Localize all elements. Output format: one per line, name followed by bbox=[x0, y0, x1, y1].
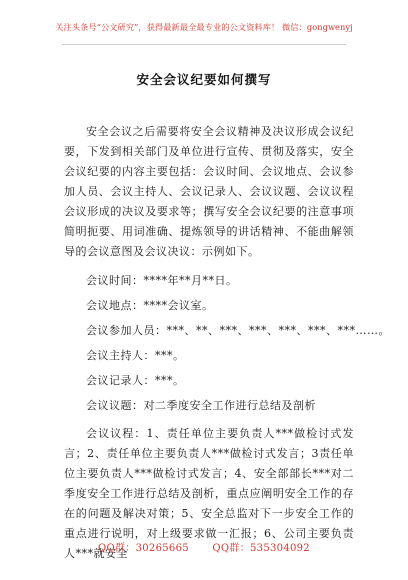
meeting-participants: 会议参加人员：***、**、***、***、***、***、***……。 bbox=[86, 324, 390, 337]
meeting-host: 会议主持人：***。 bbox=[86, 349, 185, 362]
intro-paragraph: 安全会议之后需要将安全会议精神及决议形成会议纪要，下发到相关部门及单位进行宣传、贯彻及落实，安全会议纪要的内容主要包括：会议时间、会议地点、会议参加人员、会议主持人、会议记录人、会议议题、会议议程会议形成的决议及要求等；撰写安全会议纪要的注意事项简明扼要、用词准确、提炼领导的讲话精神、不能曲解领导的会议意图及会议决议：示例如下。 bbox=[64, 125, 354, 258]
header-divider bbox=[62, 44, 346, 45]
header-banner: 关注头条号“公文研究”，获得最新最全最专业的公文资料库！ 微信：gongwenyj bbox=[55, 22, 353, 32]
meeting-time: 会议时间：****年**月**日。 bbox=[86, 274, 238, 287]
meeting-place: 会议地点：****会议室。 bbox=[86, 299, 214, 312]
meeting-agenda: 会议议程：1、责任单位主要负责人***做检讨式发言；2、责任单位主要负责人***做检讨式发言；3责任单位主要负责人***做检讨式发言；4、安全部部长***对二季度安全工作进行总结及剖析，重点应阐明安全工作的存在的问题及解决对策；5、安全总监对下一步安全工作的重点进行说明，对上级要求做一汇报；6、公司主要负责人***就安全 bbox=[64, 427, 354, 560]
footer-contact bbox=[0, 539, 408, 554]
meeting-recorder: 会议记录人：***。 bbox=[86, 374, 185, 387]
document-title: 安全会议纪要如何撰写 bbox=[136, 72, 272, 87]
footer-qq-group-2: QQ群：535304092 bbox=[212, 543, 310, 554]
meeting-topic: 会议议题：对二季度安全工作进行总结及剖析 bbox=[86, 399, 316, 412]
footer-qq-group-1: QQ群：30265665 bbox=[98, 543, 189, 554]
